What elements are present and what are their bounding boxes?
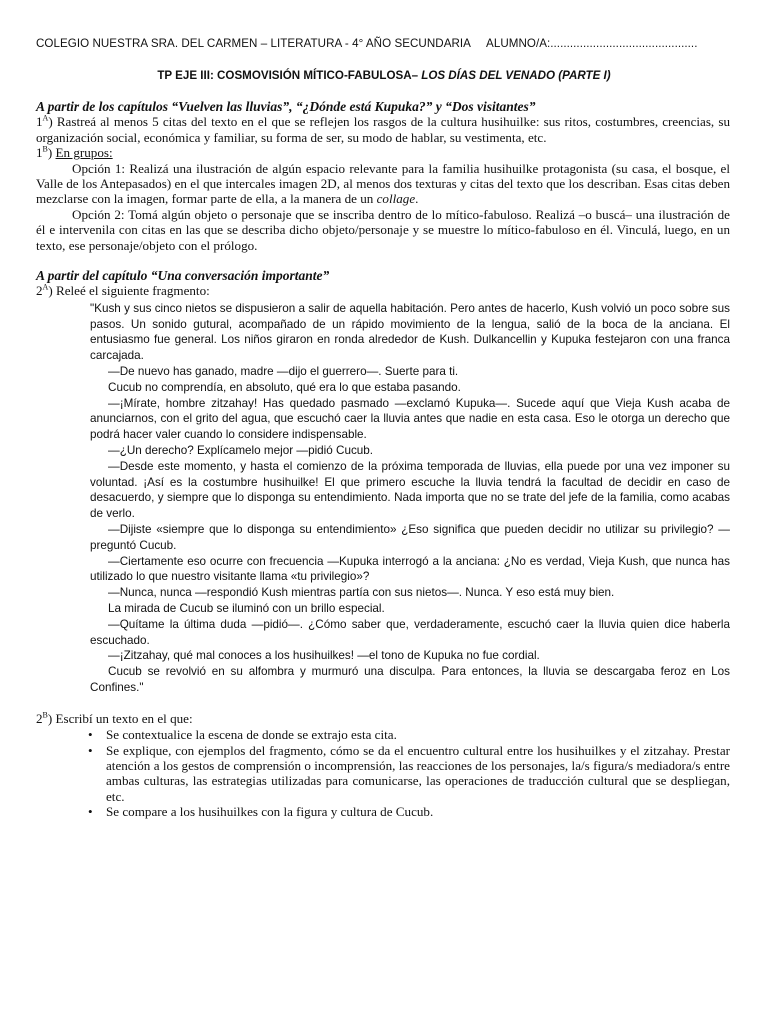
page-title: [0, 69, 768, 82]
item-2b-sup: B: [42, 710, 48, 720]
item-2b-number: 2: [36, 710, 43, 726]
fragment-paragraph: Cucub se revolvió en su alfombra y murmuró una disculpa. Para entonces, la lluvia se descargaba feroz en Los Confines.": [90, 665, 730, 694]
item-1b-close: ): [47, 145, 56, 161]
item-2a: [36, 283, 730, 298]
item-1b: [36, 145, 730, 160]
quoted-fragment: [90, 301, 730, 696]
list-item-text: Se compare a los husihuilkes con la figura y cultura de Cucub.: [106, 804, 434, 820]
fragment-paragraph: —Desde este momento, y hasta el comienzo de la próxima temporada de lluvias, ella puede por una vez imponer su voluntad. ¡Así es la costumbre husihuilke! El que primero escuche la lluvia tendrá la facultad de decidir en caso de desacuerdo, y siempre que lo disponga su entendimiento. Nada importa que no se trate del jefe de la familia, como acabas de verlo.: [90, 459, 730, 521]
section-2-heading: A partir del capítulo “Una conversación importante”: [36, 268, 330, 284]
school-header: COLEGIO NUESTRA SRA. DEL CARMEN – LITERATURA - 4° AÑO SECUNDARIA ALUMNO/A:.............................................: [36, 37, 698, 50]
bullet-icon: •: [88, 742, 93, 758]
item-1a-number: 1: [36, 114, 43, 130]
item-2a-number: 2: [36, 283, 43, 299]
title-main: TP EJE III: COSMOVISIÓN MÍTICO-FABULOSA–: [157, 69, 422, 82]
fragment-paragraph: —¡Mírate, hombre zitzahay! Has quedado pasmado —exclamó Kupuka—. Sucede aquí que Vieja Kush acaba de anunciarnos, con el grito del agua, que escuchó caer la lluvia antes que nadie en esta casa. Eso le otorga un derecho que podrá hacer valer cuando lo considere indispensable.: [90, 396, 730, 442]
task-list: [36, 727, 730, 819]
fragment-paragraph: —De nuevo has ganado, madre —dijo el guerrero—. Suerte para ti.: [108, 365, 459, 379]
item-2a-sup: A: [42, 283, 49, 293]
list-item-text: Se contextualice la escena de donde se extrajo esta cita.: [106, 727, 397, 743]
document-body: [36, 99, 730, 820]
item-1a: [36, 114, 730, 145]
fragment-paragraph: "Kush y sus cinco nietos se dispusieron a salir de aquella habitación. Pero antes de hacerlo, Kush volvió un poco sobre sus pasos. Un sonido gutural, acompañado de un rápido movimiento de la lengua, salió de la boca de la anciana. El entusiasmo fue general. Los niños giraron en ronda alrededor de Kush. Dulkancellin y Kupuka festejaron con una franca carcajada.: [90, 301, 730, 363]
bullet-icon: •: [88, 804, 93, 820]
item-1b-label: En grupos:: [55, 145, 113, 161]
option-1-text: Opción 1: Realizá una ilustración de algún espacio relevante para la familia husihuilke protagonista (su casa, el bosque, el Valle de los Antepasados) en el que intercales imagen 2D, al menos dos texturas y citas del texto que los describan. Esas citas deben mezclarse con la imagen, formar parte de ella, a la manera de un: [36, 160, 730, 207]
option-1-end: .: [415, 191, 419, 207]
item-2a-text: ) Releé el siguiente fragmento:: [48, 283, 210, 299]
fragment-paragraph: —Dijiste «siempre que lo disponga su entendimiento» ¿Eso significa que pueden decidir no utilizar su privilegio? —preguntó Cucub.: [90, 523, 730, 552]
item-1a-text: ) Rastreá al menos 5 citas del texto en el que se reflejen los rasgos de la cultura husihuilke: sus ritos, costumbres, creencias, su organización social, económica y familiar, su forma de ser, su modo de hablar, su vestimenta, etc.: [36, 114, 730, 145]
item-1b-sup: B: [42, 144, 48, 154]
fragment-paragraph: —Ciertamente eso ocurre con frecuencia —Kupuka interrogó a la anciana: ¿No es verdad, Vieja Kush, que nunca has utilizado lo que nuestro visitante llama «tu privilegio»?: [90, 554, 730, 584]
list-item-text: Se explique, con ejemplos del fragmento, cómo se da el encuentro cultural entre los husihuilkes y el zitzahay. Prestar atención a los gestos de comprensión o incomprensión, las reacciones de los personajes, la/s figura/s mediadora/s entre ambas culturas, las estrategias utilizadas para comunicarse, las operaciones de traducción cultural que se despliegan, etc.: [106, 742, 730, 804]
list-item: [36, 804, 730, 819]
item-2b: [36, 711, 730, 726]
spacer: [36, 253, 730, 268]
bullet-icon: •: [88, 727, 93, 743]
option-1: [36, 161, 730, 207]
fragment-paragraph: La mirada de Cucub se iluminó con un brillo especial.: [108, 602, 385, 616]
section-1-heading: A partir de los capítulos “Vuelven las lluvias”, “¿Dónde está Kupuka?” y “Dos visitantes”: [36, 99, 536, 114]
fragment-paragraph: —¡Zitzahay, qué mal conoces a los husihuilkes! —el tono de Kupuka no fue cordial.: [108, 649, 540, 663]
option-2: Opción 2: Tomá algún objeto o personaje que se inscriba dentro de lo mítico-fabuloso. Realizá –o buscá– una ilustración de él e intervenila con citas en las que se describa dicho objeto/personaje y se muestre lo mítico-fabuloso en él. Vinculá, luego, en un texto, ese personaje/objeto con el prólogo.: [36, 206, 730, 253]
fragment-paragraph: Cucub no comprendía, en absoluto, qué era lo que estaba pasando.: [108, 380, 461, 394]
fragment-paragraph: —Nunca, nunca —respondió Kush mientras partía con sus nietos—. Nunca. Y eso está muy bien.: [108, 586, 615, 600]
title-italic: LOS DÍAS DEL VENADO (PARTE I): [421, 69, 611, 82]
list-item: [36, 743, 730, 805]
fragment-paragraph: —¿Un derecho? Explícamelo mejor —pidió Cucub.: [108, 444, 374, 458]
item-2b-text: ) Escribí un texto en el que:: [47, 710, 193, 726]
spacer: [36, 696, 730, 711]
option-1-italic: collage: [376, 191, 416, 207]
item-1b-number: 1: [36, 145, 43, 161]
fragment-paragraph: —Quítame la última duda —pidió—. ¿Cómo saber que, verdaderamente, escuchó caer la lluvia quien dice haberla escuchado.: [90, 617, 730, 647]
list-item: [36, 727, 730, 742]
item-1a-sup: A: [42, 114, 49, 124]
